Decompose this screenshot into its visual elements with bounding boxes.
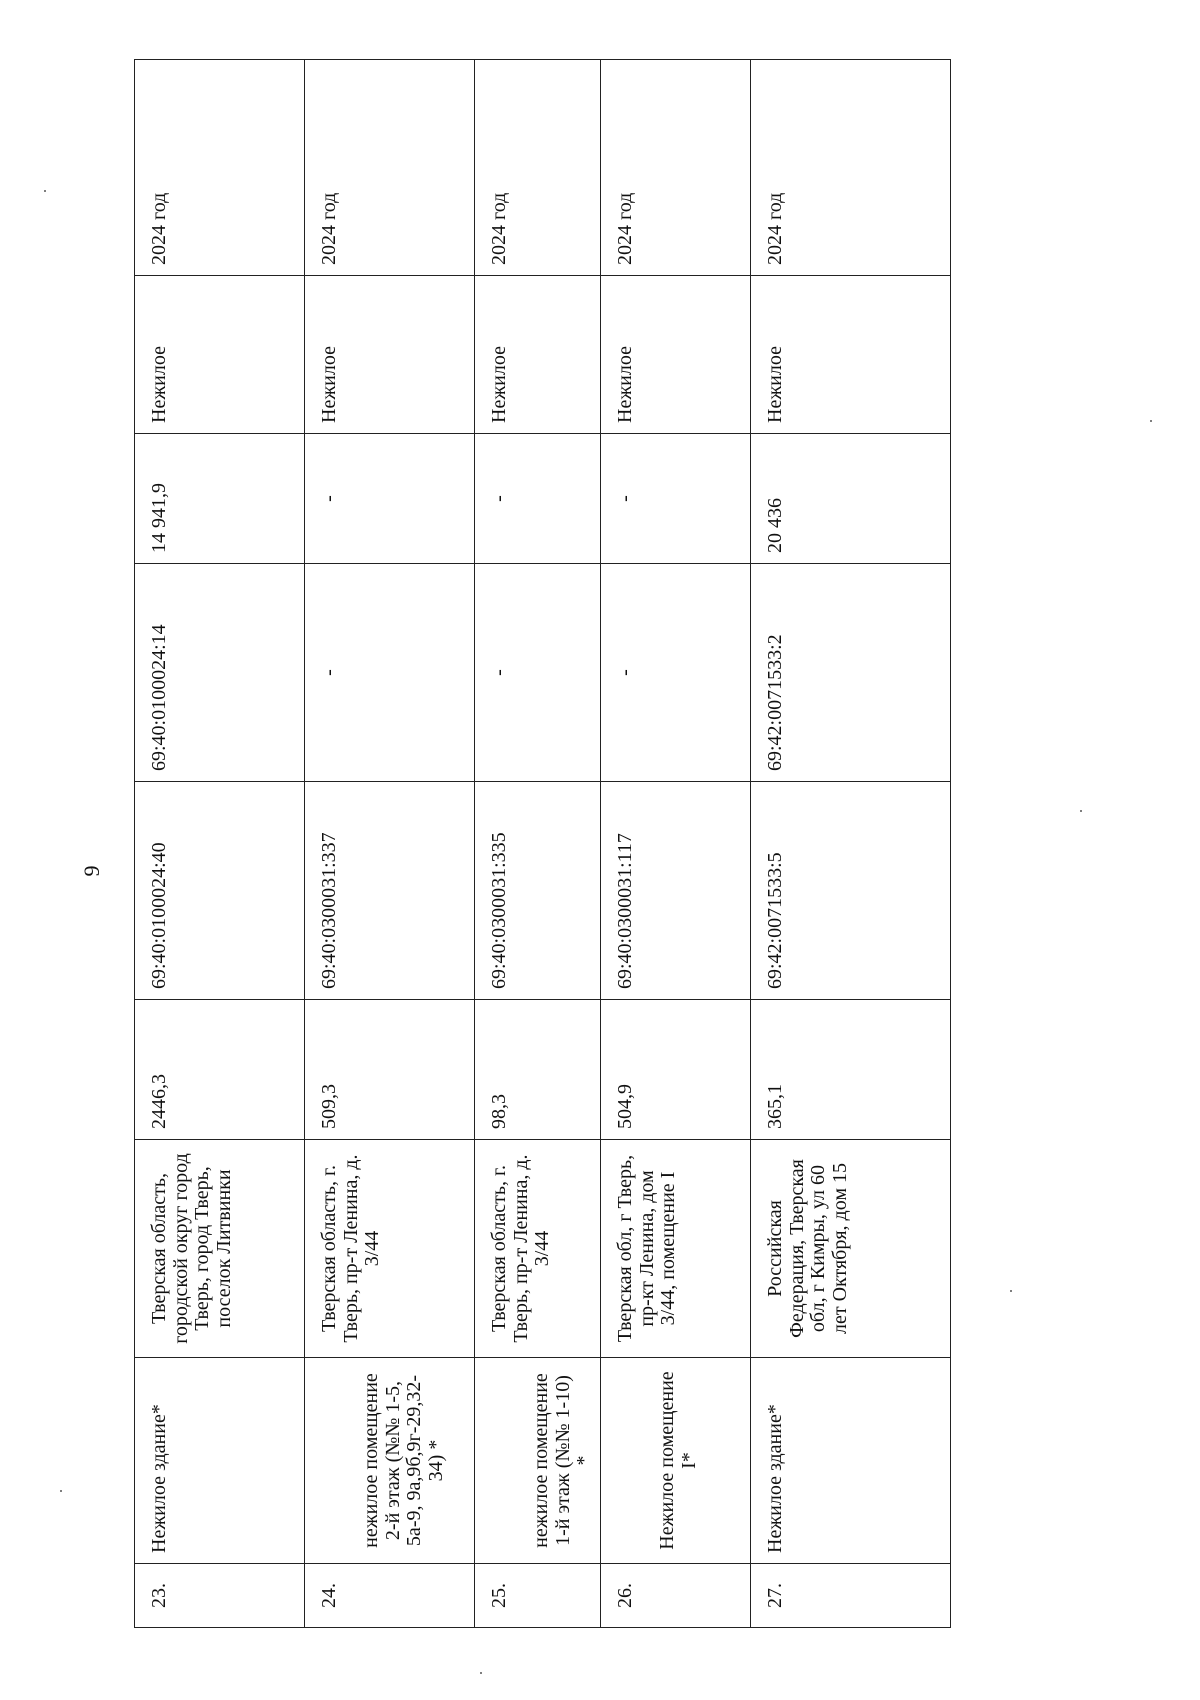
object-area: 98,3 (475, 1000, 601, 1140)
object-name: Нежилое здание* (751, 1358, 951, 1564)
rotated-table-container (134, 60, 950, 1628)
object-purpose: Нежилое (601, 276, 751, 434)
inclusion-year: 2024 год (601, 60, 751, 276)
object-purpose: Нежилое (475, 276, 601, 434)
scan-speck (60, 1490, 62, 1492)
scan-speck (1080, 810, 1082, 812)
scan-speck (44, 190, 46, 192)
object-address: Российская Федерация, Тверская обл, г Кимры, ул 60 лет Октября, дом 15 (751, 1140, 951, 1358)
table-row (601, 60, 751, 1628)
cadastral-number: 69:40:0300031:117 (601, 782, 751, 1000)
inclusion-year: 2024 год (475, 60, 601, 276)
row-number: 23. (135, 1564, 305, 1628)
cadastral-number: 69:40:0100024:40 (135, 782, 305, 1000)
object-name: нежилое помещение 1-й этаж (№№ 1-10) * (475, 1358, 601, 1564)
parent-cadastral-number: - (475, 564, 601, 782)
object-name: Нежилое помещение I* (601, 1358, 751, 1564)
table-row (475, 60, 601, 1628)
parent-cadastral-number: - (601, 564, 751, 782)
object-area: 365,1 (751, 1000, 951, 1140)
object-name: нежилое помещение 2-й этаж (№№ 1-5, 5а-9, 9а,9б,9г-29,32-34) * (305, 1358, 475, 1564)
parent-cadastral-number: 69:40:0100024:14 (135, 564, 305, 782)
row-number: 25. (475, 1564, 601, 1628)
land-area: - (601, 434, 751, 564)
inclusion-year: 2024 год (305, 60, 475, 276)
scan-speck (1150, 420, 1152, 422)
table-row (751, 60, 951, 1628)
land-area: - (305, 434, 475, 564)
table-row (135, 60, 305, 1628)
inclusion-year: 2024 год (751, 60, 951, 276)
object-name: Нежилое здание* (135, 1358, 305, 1564)
object-purpose: Нежилое (135, 276, 305, 434)
cadastral-number: 69:40:0300031:335 (475, 782, 601, 1000)
object-address: Тверская обл, г Тверь, пр-кт Ленина, дом 3/44, помещение I (601, 1140, 751, 1358)
object-purpose: Нежилое (751, 276, 951, 434)
object-address: Тверская область, г. Тверь, пр-т Ленина, д. 3/44 (305, 1140, 475, 1358)
scan-speck (1010, 1290, 1012, 1292)
property-table (134, 59, 951, 1628)
row-number: 24. (305, 1564, 475, 1628)
object-area: 509,3 (305, 1000, 475, 1140)
row-number: 27. (751, 1564, 951, 1628)
land-area: 20 436 (751, 434, 951, 564)
parent-cadastral-number: - (305, 564, 475, 782)
page-number: 9 (79, 865, 104, 877)
parent-cadastral-number: 69:42:0071533:2 (751, 564, 951, 782)
cadastral-number: 69:40:0300031:337 (305, 782, 475, 1000)
land-area: - (475, 434, 601, 564)
object-address: Тверская область, городской округ город Тверь, город Тверь, поселок Литвинки (135, 1140, 305, 1358)
cadastral-number: 69:42:0071533:5 (751, 782, 951, 1000)
inclusion-year: 2024 год (135, 60, 305, 276)
scan-speck (480, 1672, 482, 1674)
land-area: 14 941,9 (135, 434, 305, 564)
table-row (305, 60, 475, 1628)
row-number: 26. (601, 1564, 751, 1628)
object-area: 2446,3 (135, 1000, 305, 1140)
object-area: 504,9 (601, 1000, 751, 1140)
object-purpose: Нежилое (305, 276, 475, 434)
object-address: Тверская область, г. Тверь, пр-т Ленина, д. 3/44 (475, 1140, 601, 1358)
